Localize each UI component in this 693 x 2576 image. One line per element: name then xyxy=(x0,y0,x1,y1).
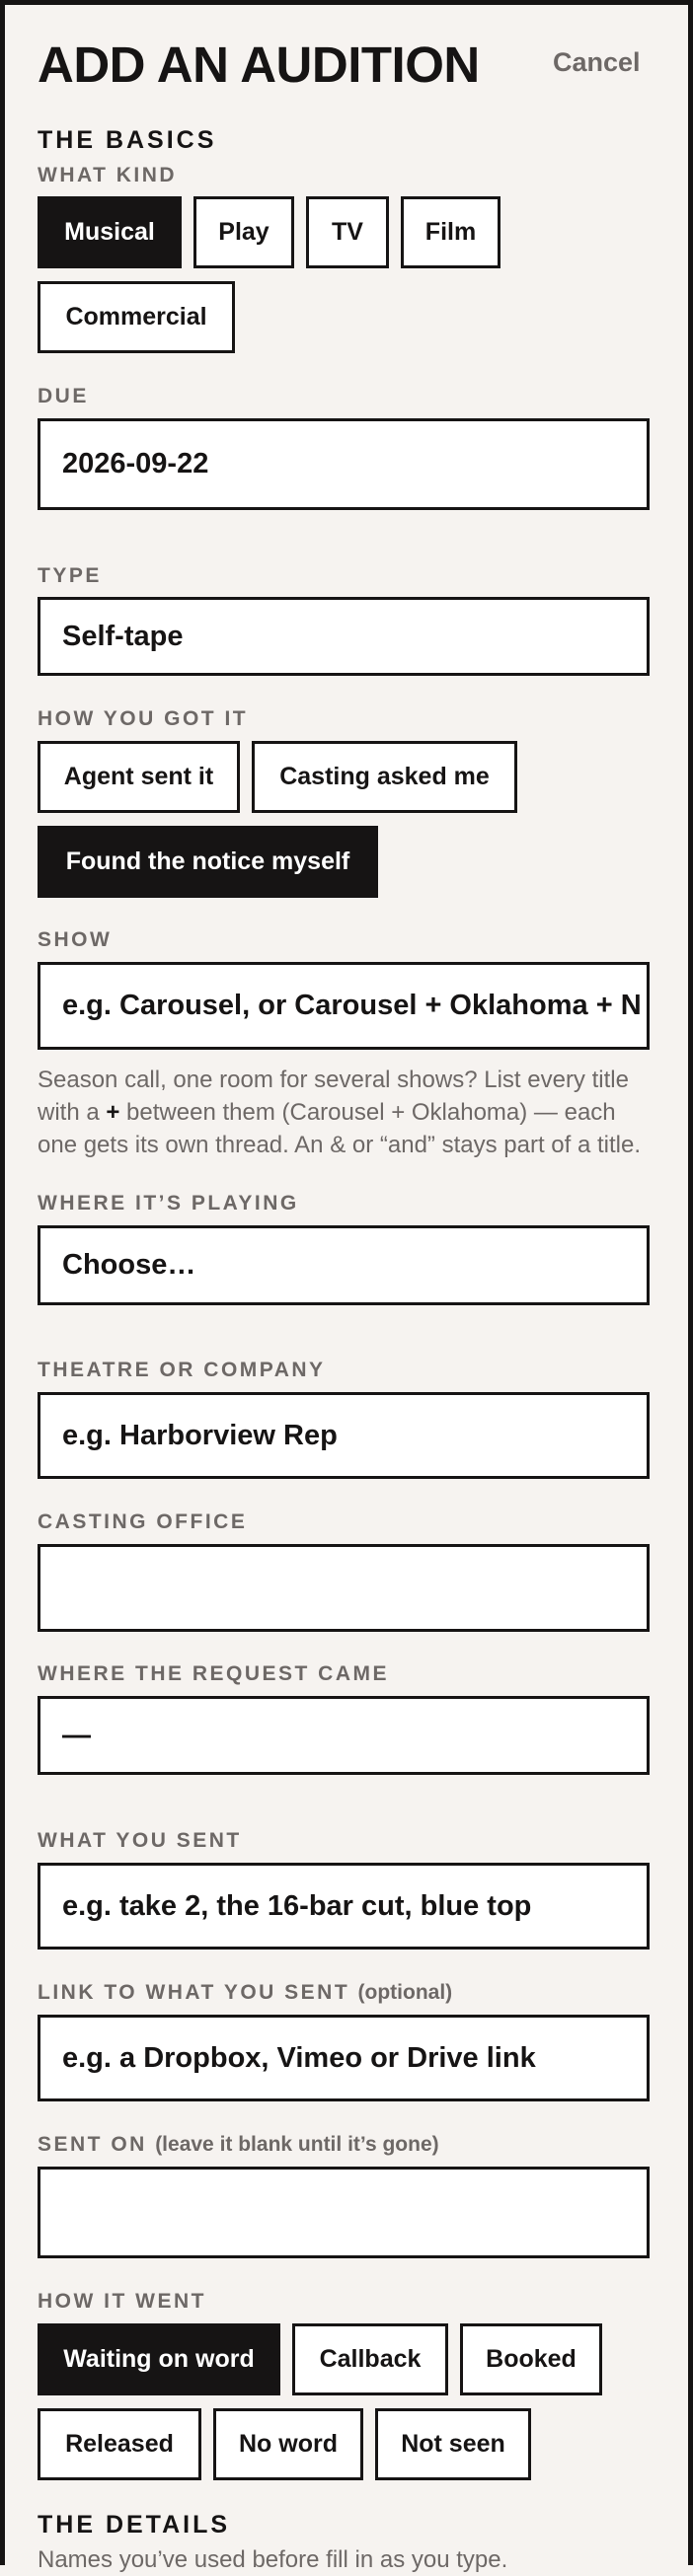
link-sent-label xyxy=(38,1981,452,2005)
window-frame-right xyxy=(688,0,693,2565)
status-option-released[interactable]: Released xyxy=(38,2408,201,2480)
kind-option-play[interactable]: Play xyxy=(193,196,294,268)
section-heading-details: THE DETAILS xyxy=(38,2511,231,2539)
show-label: SHOW xyxy=(38,928,113,951)
type-label: TYPE xyxy=(38,564,102,587)
sent-on-date-input[interactable] xyxy=(38,2167,650,2258)
what-sent-label: WHAT YOU SENT xyxy=(38,1829,242,1852)
type-select[interactable]: Self-tape xyxy=(38,597,650,676)
request-source-label: WHERE THE REQUEST CAME xyxy=(38,1662,390,1685)
show-help-text xyxy=(38,1064,659,1161)
theatre-label: THEATRE OR COMPANY xyxy=(38,1359,326,1381)
link-sent-note: (optional) xyxy=(357,1981,453,2004)
section-heading-basics: THE BASICS xyxy=(38,126,217,154)
sent-on-note: (leave it blank until it’s gone) xyxy=(155,2133,439,2156)
status-option-not-seen[interactable]: Not seen xyxy=(375,2408,531,2480)
show-help-part-2: between them (Carousel + Oklahoma) — each one gets its own thread. An & or “and” stays part of a title. xyxy=(38,1099,641,1158)
page-title: ADD AN AUDITION xyxy=(38,37,480,93)
theatre-input[interactable]: e.g. Harborview Rep xyxy=(38,1392,650,1479)
due-label: DUE xyxy=(38,385,89,407)
link-sent-input[interactable]: e.g. a Dropbox, Vimeo or Drive link xyxy=(38,2015,650,2101)
kind-option-musical[interactable]: Musical xyxy=(38,196,182,268)
how-option-found-notice[interactable]: Found the notice myself xyxy=(38,826,378,898)
kind-option-commercial[interactable]: Commercial xyxy=(38,281,235,353)
show-help-part-1: Season call, one room for several shows? List every title with a xyxy=(38,1067,629,1126)
request-source-select[interactable]: — xyxy=(38,1696,650,1775)
sent-on-label xyxy=(38,2133,439,2157)
kind-option-film[interactable]: Film xyxy=(401,196,500,268)
sent-on-label-text: SENT ON xyxy=(38,2133,147,2156)
what-kind-label: WHAT KIND xyxy=(38,164,178,186)
show-help-plus: + xyxy=(106,1099,120,1126)
how-option-agent[interactable]: Agent sent it xyxy=(38,741,240,813)
show-input[interactable]: e.g. Carousel, or Carousel + Oklahoma + N xyxy=(38,962,650,1050)
casting-office-input[interactable] xyxy=(38,1544,650,1632)
due-date-input[interactable]: 2026-09-22 xyxy=(38,418,650,510)
link-sent-label-text: LINK TO WHAT YOU SENT xyxy=(38,1981,350,2004)
what-sent-input[interactable]: e.g. take 2, the 16-bar cut, blue top xyxy=(38,1863,650,1950)
how-went-label: HOW IT WENT xyxy=(38,2290,206,2313)
where-playing-label: WHERE IT’S PLAYING xyxy=(38,1192,299,1214)
where-playing-select[interactable]: Choose… xyxy=(38,1225,650,1305)
status-option-waiting[interactable]: Waiting on word xyxy=(38,2323,280,2395)
status-option-callback[interactable]: Callback xyxy=(292,2323,448,2395)
window-frame-top xyxy=(0,0,693,5)
status-option-booked[interactable]: Booked xyxy=(460,2323,602,2395)
kind-option-tv[interactable]: TV xyxy=(306,196,389,268)
casting-office-label: CASTING OFFICE xyxy=(38,1510,248,1533)
window-frame-left xyxy=(0,0,5,2565)
cancel-button[interactable]: Cancel xyxy=(553,47,641,77)
details-help-text: Names you’ve used before fill in as you type. xyxy=(38,2546,508,2573)
how-got-label: HOW YOU GOT IT xyxy=(38,707,249,730)
status-option-no-word[interactable]: No word xyxy=(213,2408,363,2480)
how-option-casting[interactable]: Casting asked me xyxy=(252,741,517,813)
